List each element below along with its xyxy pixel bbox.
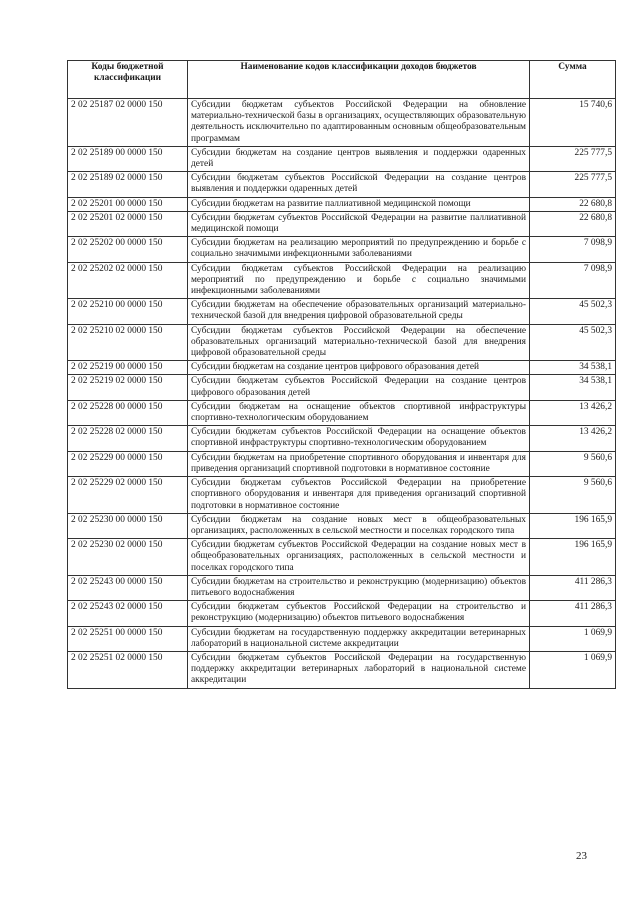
row-code: 2 02 25219 00 0000 150	[68, 361, 188, 375]
header-sum: Сумма	[530, 61, 616, 99]
table-row	[68, 262, 616, 299]
row-code: 2 02 25243 00 0000 150	[68, 575, 188, 600]
row-code: 2 02 25219 02 0000 150	[68, 375, 188, 400]
row-name: Субсидии бюджетам на реализацию мероприятий по предупреждению и борьбе с социально значимыми инфекционными заболеваниями	[188, 237, 530, 262]
row-code: 2 02 25210 02 0000 150	[68, 324, 188, 361]
row-code: 2 02 25189 02 0000 150	[68, 172, 188, 197]
table-row	[68, 197, 616, 211]
row-code: 2 02 25201 00 0000 150	[68, 197, 188, 211]
row-code: 2 02 25251 00 0000 150	[68, 626, 188, 651]
budget-classification-table	[67, 60, 616, 689]
row-code: 2 02 25229 02 0000 150	[68, 477, 188, 514]
row-code: 2 02 25228 00 0000 150	[68, 400, 188, 425]
table-header-row	[68, 61, 616, 99]
table-row	[68, 99, 616, 147]
row-sum: 15 740,6	[530, 99, 616, 147]
table-row	[68, 477, 616, 514]
row-sum: 9 560,6	[530, 451, 616, 476]
row-name: Субсидии бюджетам субъектов Российской Федерации на строительство и реконструкцию (модернизацию) объектов питьевого водоснабжения	[188, 601, 530, 626]
table-row	[68, 211, 616, 236]
row-sum: 45 502,3	[530, 324, 616, 361]
row-sum: 34 538,1	[530, 361, 616, 375]
row-code: 2 02 25243 02 0000 150	[68, 601, 188, 626]
row-name: Субсидии бюджетам субъектов Российской Федерации на развитие паллиативной медицинской помощи	[188, 211, 530, 236]
row-name: Субсидии бюджетам субъектов Российской Федерации на создание центров выявления и поддержки одаренных детей	[188, 172, 530, 197]
row-sum: 7 098,9	[530, 237, 616, 262]
row-sum: 7 098,9	[530, 262, 616, 299]
row-sum: 225 777,5	[530, 172, 616, 197]
row-name: Субсидии бюджетам на строительство и реконструкцию (модернизацию) объектов питьевого водоснабжения	[188, 575, 530, 600]
table-body	[68, 99, 616, 689]
row-sum: 22 680,8	[530, 197, 616, 211]
row-code: 2 02 25201 02 0000 150	[68, 211, 188, 236]
row-name: Субсидии бюджетам субъектов Российской Федерации на создание центров цифрового образования детей	[188, 375, 530, 400]
row-sum: 45 502,3	[530, 299, 616, 324]
table-row	[68, 146, 616, 171]
row-sum: 196 165,9	[530, 539, 616, 576]
table-row	[68, 601, 616, 626]
row-sum: 13 426,2	[530, 400, 616, 425]
row-sum: 9 560,6	[530, 477, 616, 514]
row-code: 2 02 25229 00 0000 150	[68, 451, 188, 476]
table-row	[68, 172, 616, 197]
row-sum: 22 680,8	[530, 211, 616, 236]
row-name: Субсидии бюджетам субъектов Российской Федерации на создание новых мест в общеобразовательных организациях, расположенных в сельской местности и поселках городского типа	[188, 539, 530, 576]
row-code: 2 02 25189 00 0000 150	[68, 146, 188, 171]
row-code: 2 02 25228 02 0000 150	[68, 426, 188, 451]
row-name: Субсидии бюджетам субъектов Российской Федерации на государственную поддержку аккредитации ветеринарных лабораторий в национальной системе аккредитации	[188, 651, 530, 688]
row-sum: 13 426,2	[530, 426, 616, 451]
row-sum: 225 777,5	[530, 146, 616, 171]
page-number: 23	[576, 850, 587, 862]
row-name: Субсидии бюджетам субъектов Российской Федерации на оснащение объектов спортивной инфраструктуры спортивно-технологическим оборудованием	[188, 426, 530, 451]
row-code: 2 02 25251 02 0000 150	[68, 651, 188, 688]
row-sum: 411 286,3	[530, 575, 616, 600]
row-code: 2 02 25230 00 0000 150	[68, 513, 188, 538]
row-sum: 1 069,9	[530, 651, 616, 688]
row-code: 2 02 25202 02 0000 150	[68, 262, 188, 299]
table-row	[68, 324, 616, 361]
table-row	[68, 400, 616, 425]
row-sum: 34 538,1	[530, 375, 616, 400]
table-row	[68, 539, 616, 576]
table-row	[68, 361, 616, 375]
table-row	[68, 237, 616, 262]
row-name: Субсидии бюджетам субъектов Российской Федерации на приобретение спортивного оборудования и инвентаря для приведения организаций спортивной подготовки в нормативное состояние	[188, 477, 530, 514]
row-name: Субсидии бюджетам на оснащение объектов спортивной инфраструктуры спортивно-технологическим оборудованием	[188, 400, 530, 425]
row-code: 2 02 25230 02 0000 150	[68, 539, 188, 576]
row-name: Субсидии бюджетам на развитие паллиативной медицинской помощи	[188, 197, 530, 211]
row-name: Субсидии бюджетам на создание новых мест в общеобразовательных организациях, расположенных в сельской местности и поселках городского типа	[188, 513, 530, 538]
row-name: Субсидии бюджетам на приобретение спортивного оборудования и инвентаря для приведения организаций спортивной подготовки в нормативное состояние	[188, 451, 530, 476]
row-sum: 1 069,9	[530, 626, 616, 651]
row-name: Субсидии бюджетам субъектов Российской Федерации на обновление материально-технической базы в организациях, осуществляющих образовательную деятельность исключительно по адаптированным основным общеобразовательным программам	[188, 99, 530, 147]
row-code: 2 02 25187 02 0000 150	[68, 99, 188, 147]
row-name: Субсидии бюджетам на создание центров цифрового образования детей	[188, 361, 530, 375]
row-name: Субсидии бюджетам на создание центров выявления и поддержки одаренных детей	[188, 146, 530, 171]
row-sum: 411 286,3	[530, 601, 616, 626]
table-row	[68, 426, 616, 451]
row-code: 2 02 25210 00 0000 150	[68, 299, 188, 324]
row-code: 2 02 25202 00 0000 150	[68, 237, 188, 262]
table-row	[68, 299, 616, 324]
table-row	[68, 451, 616, 476]
table-row	[68, 626, 616, 651]
row-name: Субсидии бюджетам субъектов Российской Федерации на реализацию мероприятий по предупреждению и борьбе с социально значимыми инфекционными заболеваниями	[188, 262, 530, 299]
row-name: Субсидии бюджетам на государственную поддержку аккредитации ветеринарных лабораторий в национальной системе аккредитации	[188, 626, 530, 651]
row-sum: 196 165,9	[530, 513, 616, 538]
header-code: Коды бюджетной классификации	[68, 61, 188, 99]
table-row	[68, 651, 616, 688]
table-row	[68, 513, 616, 538]
row-name: Субсидии бюджетам субъектов Российской Федерации на обеспечение образовательных организаций материально-технической базой для внедрения цифровой образовательной среды	[188, 324, 530, 361]
table-row	[68, 375, 616, 400]
row-name: Субсидии бюджетам на обеспечение образовательных организаций материально-технической базой для внедрения цифровой образовательной среды	[188, 299, 530, 324]
header-name: Наименование кодов классификации доходов бюджетов	[188, 61, 530, 99]
table-row	[68, 575, 616, 600]
